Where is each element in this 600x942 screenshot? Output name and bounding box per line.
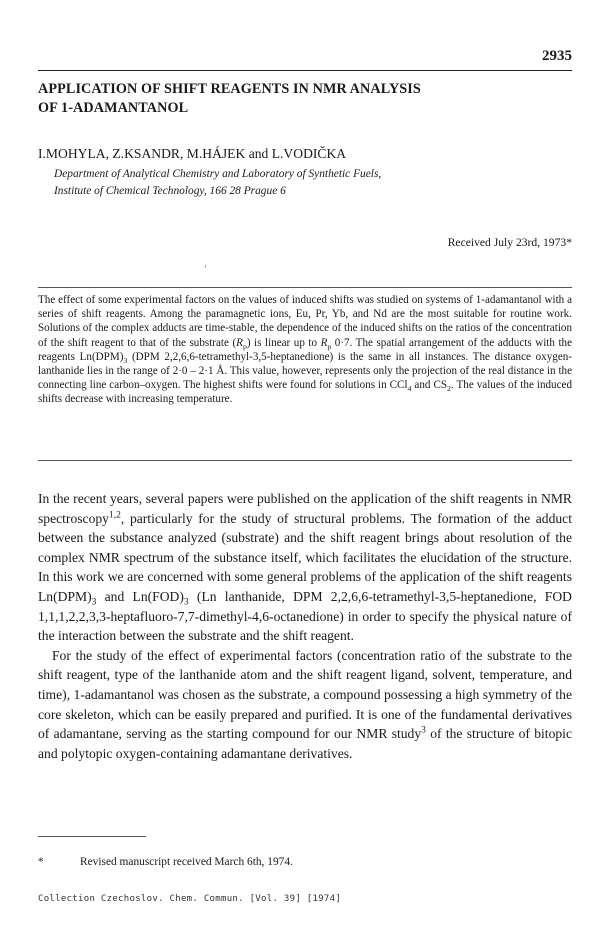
subscript: 2 [447,384,451,394]
paragraph-text: and Ln(FOD) [96,588,184,604]
footnote [38,856,293,868]
abstract-text: (DPM 2,2,6,6-tetramethyl-3,5-heptanedione) is the same in all instances. The distance oxygen-lanthanide lies in the range of 2·0 – 2·1 Å. This value, however, represents only the projection of the real distance in the connecting line carbon–oxygen. The highest shifts were found for solutions in CCl [38,350,572,392]
received-date: Received July 23rd, 1973* [447,236,572,249]
affiliation [54,166,574,200]
reference-marker: 3 [421,725,426,736]
affiliation-line-2: Institute of Chemical Technology, 166 28 Prague 6 [54,185,286,197]
paragraph-text: (Ln lanthanide, DPM 2,2,6,6-tetramethyl-3,5-heptanedione, FOD 1,1,1,2,2,3,3-heptafluoro-7,7-dimethyl-4,6-octanedione) in order to specify the physical nature of the interaction between the substrate and the shift reagent. [38,588,572,644]
abstract-text: and CS [411,379,448,392]
abstract-top-rule [38,287,572,288]
footnote-rule [38,836,146,837]
title-line-2: OF 1-ADAMANTANOL [38,100,189,116]
subscript: 3 [91,597,97,608]
abstract-text: ) is linear up to [246,336,321,349]
affiliation-line-1: Department of Analytical Chemistry and Laboratory of Synthetic Fuels, [54,168,382,180]
abstract-text: The effect of some experimental factors on the values of induced shifts was studied on systems of 1-adamantanol with a series of shift reagents. Among the paramagnetic ions, Eu, Pr, Yb, and Nd are the most suitable for routine work. Solutions of the complex adducts are time-stable, the dependence of the induced shifts on the ratios of the concentration of the shift reagent to that of the substrate ( [38,294,572,349]
author-list: I.MOHYLA, Z.KSANDR, M.HÁJEK and L.VODIČKA [38,146,347,161]
rp-symbol: R [320,336,328,349]
page-number: 2935 [542,48,572,64]
rp-subscript: p [327,341,332,351]
article-title [38,80,558,118]
paragraph-text: , particularly for the study of structural problems. The formation of the adduct between the substance analyzed (substrate) and the shift reagent brings about resolution of the complex NMR spectrum of the substance itself, which facilitates the elucidation of the structure. In this work we are concerned with some general problems of the application of the shift reagents Ln(DPM) [38,510,572,604]
subscript: 4 [407,384,412,394]
title-line-1: APPLICATION OF SHIFT REAGENTS IN NMR ANALYSIS [38,81,421,97]
abstract-text: 0·7. The spatial arrangement of the adducts with the reagents Ln(DPM) [38,336,573,363]
header-rule [38,70,572,71]
footnote-mark: * [38,856,44,868]
rp-subscript: p [242,341,247,351]
rp-symbol: R [236,336,243,349]
subscript: 3 [183,597,189,608]
paragraph [38,489,572,646]
abstract [38,293,572,407]
paragraph-text: In the recent years, several papers were published on the application of the shift reagents in NMR spectroscopy [38,491,572,526]
paragraph-text: For the study of the effect of experimental factors (concentration ratio of the substrate to the shift reagent, type of the lanthanide atom and the shift reagent ligand, solvent, temperature, and time), 1-adamantanol was chosen as the substrate, a compound possessing a high symmetry of the core skeleton, which can be easily prepared and purified. It is one of the fundamental derivatives of adamantane, serving as the starting compound for our NMR study [38,647,572,742]
reference-marker: 1,2 [108,510,121,521]
footnote-text: Revised manuscript received March 6th, 1974. [80,856,293,868]
abstract-text: . The values of the induced shifts decrease with increasing temperature. [38,379,572,406]
journal-footer: Collection Czechoslov. Chem. Commun. [Vol. 39] [1974] [38,894,342,904]
paragraph [38,646,572,764]
paragraph-text: of the structure of bitopic and polytopic oxygen-containing adamantane derivatives. [38,726,572,761]
stray-mark: ʼ [204,264,207,274]
body-text [38,489,572,763]
subscript: 3 [123,356,128,366]
abstract-bottom-rule [38,460,572,461]
